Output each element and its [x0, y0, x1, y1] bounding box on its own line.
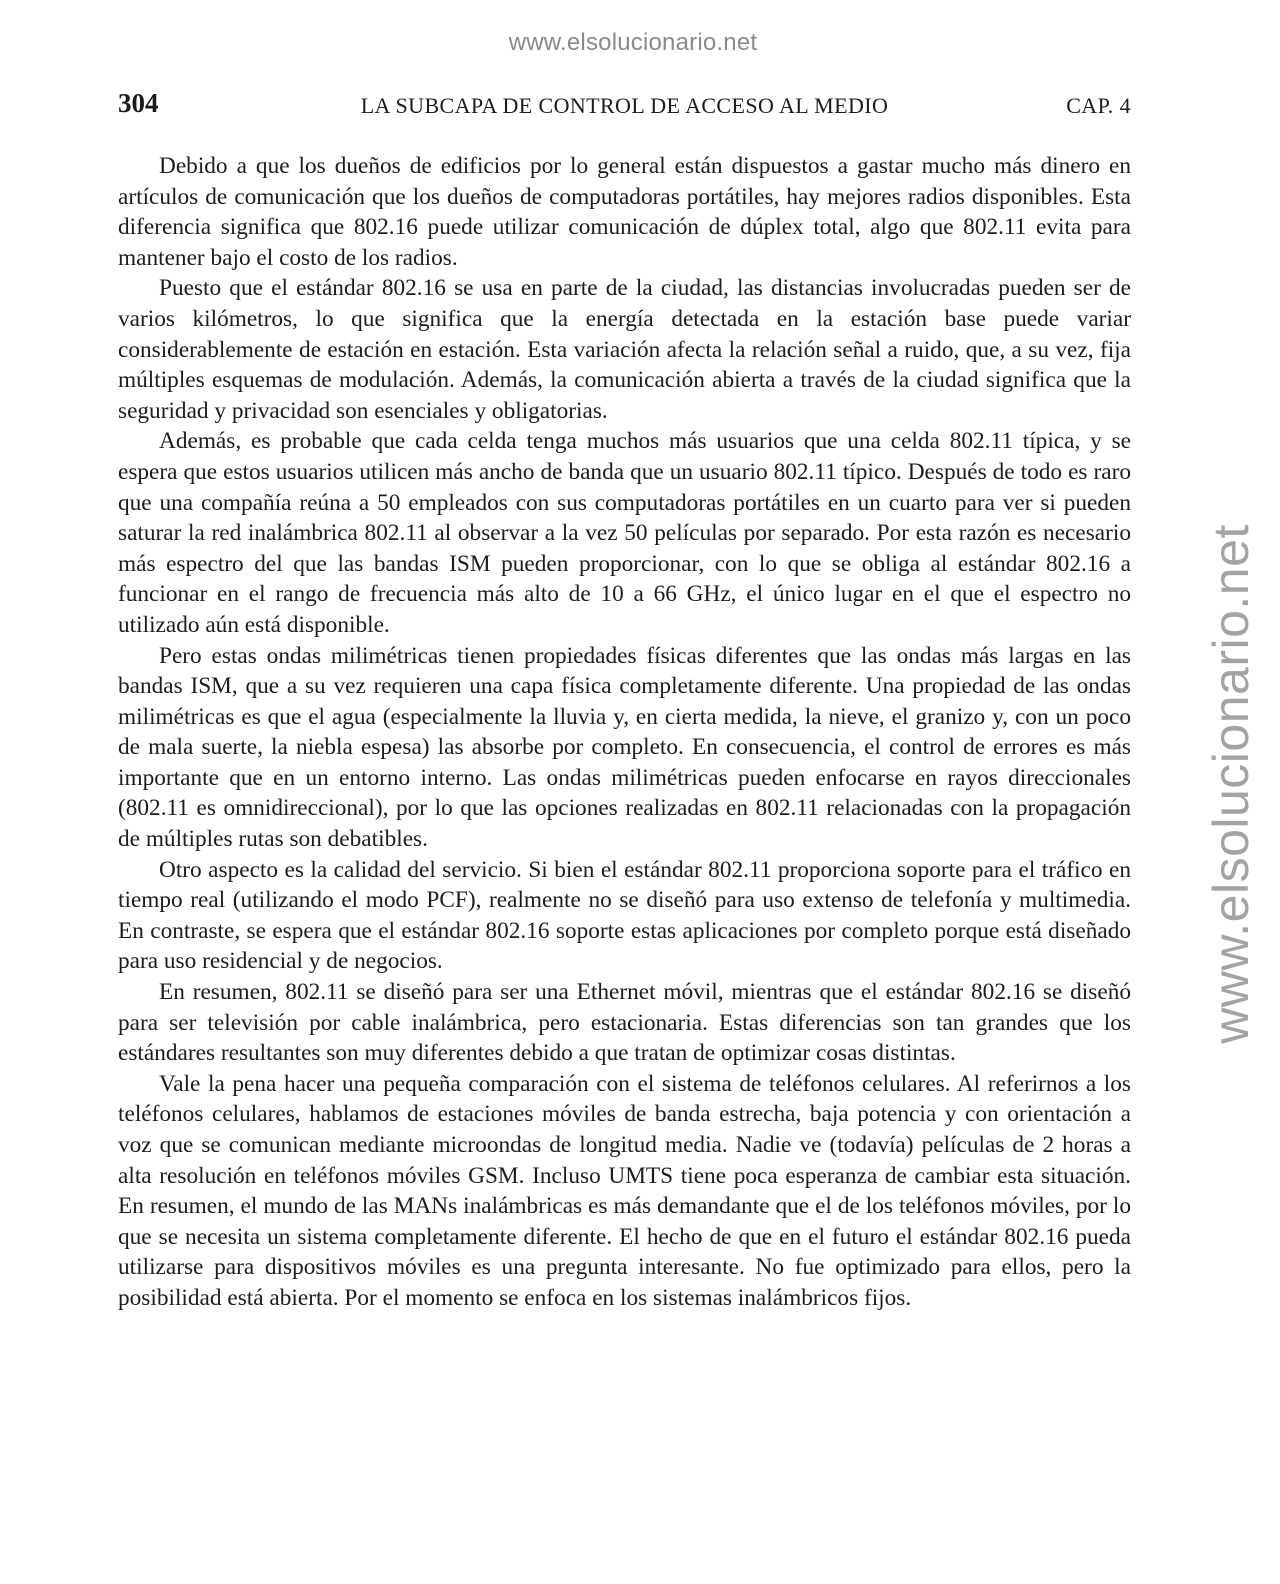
paragraph: Además, es probable que cada celda tenga muchos más usuarios que una celda 802.11 típica, y se espera que estos usuarios utilicen más ancho de banda que un usuario 802.11 típico. Después de todo es raro que una compañía reúna a 50 empleados con sus computadoras portátiles en un cuarto para ver si pueden saturar la red inalámbrica 802.11 al observar a la vez 50 películas por separado. Por esta razón es necesario más espectro del que las bandas ISM pueden proporcionar, con lo que se obliga al estándar 802.16 a funcionar en el rango de frecuencia más alto de 10 a 66 GHz, el único lugar en el que el espectro no utilizado aún está disponible.: [118, 428, 1131, 638]
paragraph: Pero estas ondas milimétricas tienen propiedades físicas diferentes que las ondas más largas en las bandas ISM, que a su vez requieren una capa física completamente diferente. Una propiedad de las ondas milimétricas es que el agua (especialmente la lluvia y, en cierta medida, la nieve, el granizo y, con un poco de mala suerte, la niebla espesa) las absorbe por completo. En consecuencia, el control de errores es más importante que en un entorno interno. Las ondas milimétricas pueden enfocarse en rayos direccionales (802.11 es omnidireccional), por lo que las opciones realizadas en 802.11 relacionadas con la propagación de múltiples rutas son debatibles.: [118, 642, 1131, 853]
paragraph: Vale la pena hacer una pequeña comparación con el sistema de teléfonos celulares. Al referirnos a los teléfonos celulares, hablamos de estaciones móviles de banda estrecha, baja potencia y con orientación a voz que se comunican mediante microondas de longitud media. Nadie ve (todavía) películas de 2 horas a alta resolución en teléfonos móviles GSM. Incluso UMTS tiene poca esperanza de cambiar esta situación. En resumen, el mundo de las MANs inalámbricas es más demandante que el de los teléfonos móviles, por lo que se necesita un sistema completamente diferente. El hecho de que en el futuro el estándar 802.16 pueda utilizarse para dispositivos móviles es una pregunta interesante. No fue optimizado para ellos, pero la posibilidad está abierta. Por el momento se enfoca en los sistemas inalámbricos fijos.: [118, 1070, 1131, 1311]
page-number: 304: [118, 88, 159, 118]
running-head: [118, 88, 1131, 124]
body-text: [118, 151, 1131, 1314]
paragraph: En resumen, 802.11 se diseñó para ser una Ethernet móvil, mientras que el estándar 802.16 se diseñó para ser televisión por cable inalámbrica, pero estacionaria. Estas diferencias son tan grandes que los estándares resultantes son muy diferentes debido a que tratan de optimizar cosas distintas.: [118, 979, 1131, 1067]
chapter-label: CAP. 4: [1066, 93, 1131, 118]
paragraph: Puesto que el estándar 802.16 se usa en parte de la ciudad, las distancias involucradas pueden ser de varios kilómetros, lo que significa que la energía detectada en la estación base puede variar considerablemente de estación en estación. Esta variación afecta la relación señal a ruido, que, a su vez, fija múltiples esquemas de modulación. Además, la comunicación abierta a través de la ciudad significa que la seguridad y privacidad son esenciales y obligatorias.: [118, 275, 1131, 424]
paragraph: Otro aspecto es la calidad del servicio. Si bien el estándar 802.11 proporciona soporte para el tráfico en tiempo real (utilizando el modo PCF), realmente no se diseñó para uso extenso de telefonía y multimedia. En contraste, se espera que el estándar 802.16 soporte estas aplicaciones por completo porque está diseñado para uso residencial y de negocios.: [118, 856, 1131, 975]
watermark-url-side: www.elsolucionario.net: [1203, 524, 1259, 1044]
watermark-url-top: www.elsolucionario.net: [508, 29, 758, 56]
chapter-title: LA SUBCAPA DE CONTROL DE ACCESO AL MEDIO: [360, 93, 889, 118]
paragraph: Debido a que los dueños de edificios por lo general están dispuestos a gastar mucho más dinero en artículos de comunicación que los dueños de computadoras portátiles, hay mejores radios disponibles. Esta diferencia significa que 802.16 puede utilizar comunicación de dúplex total, algo que 802.11 evita para mantener bajo el costo de los radios.: [118, 153, 1131, 271]
